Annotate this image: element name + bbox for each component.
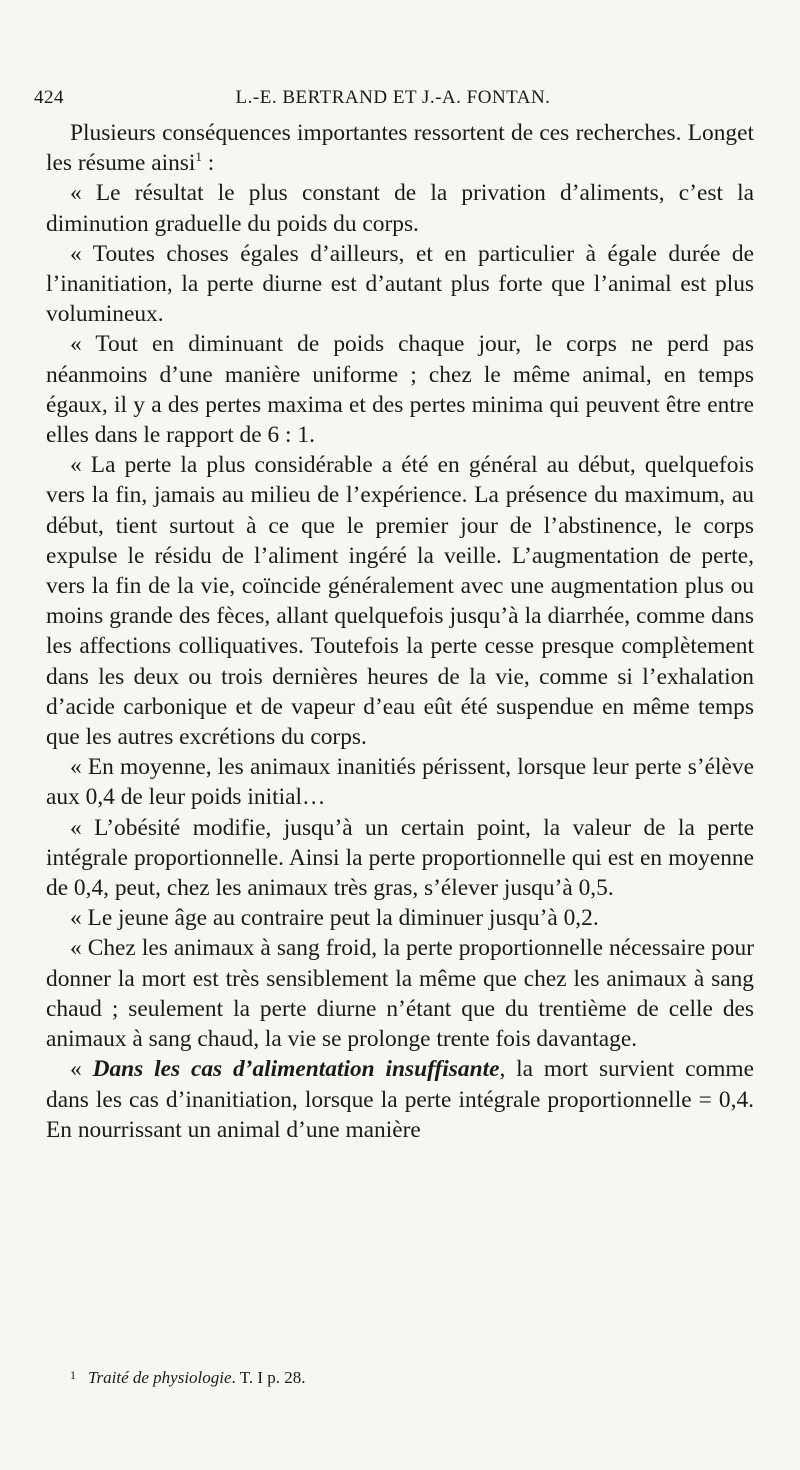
italic-phrase: Dans les cas d’alimentation insuffisante — [92, 1056, 500, 1083]
page-header — [34, 87, 752, 115]
paragraph-7: « L’obésité modifie, jusqu’à un certain point, la valeur de la perte intégrale proportionnelle. Ainsi la perte proportionnelle qui est en moyenne de 0,4, peut, chez les animaux très gras, s’élever jusqu’à 0,5. — [46, 814, 754, 902]
footnote-title: Traité de physiologie — [88, 1368, 232, 1387]
paragraph-1: Plusieurs conséquences importantes ressortent de ces recherches. Longet les résume ainsi$^1$ : — [46, 120, 754, 177]
paragraph-3: « Toutes choses égales d’ailleurs, et en particulier à égale durée de l’inanitiation, la perte diurne est d’autant plus forte que l’animal est plus volumineux. — [46, 240, 754, 328]
paragraph-5: « La perte la plus considérable a été en général au début, quelquefois vers la fin, jamais au milieu de l’expérience. La présence du maximum, au début, tient surtout à ce que le premier jour de l’abstinence, le corps expulse le résidu de l’aliment ingéré la veille. L’augmentation de perte, vers la fin de la vie, coïncide généralement avec une augmentation plus ou moins grande des fèces, allant quelquefois jusqu’à la diarrhée, comme dans les affections colliquatives. Toutefois la perte cesse presque complètement dans les deux ou trois dernières heures de la vie, comme si l’exhalation d’acide carbonique et de vapeur d’eau eût été suspendue en même temps que les autres excrétions du corps. — [46, 452, 754, 751]
page-number: 424 — [34, 87, 64, 108]
paragraph-10: « Dans les cas d’alimentation insuffisante, la mort survient comme dans les cas d’inanitiation, lorsque la perte intégrale proportionnelle = 0,4. En nourrissant un animal d’une manière — [46, 1056, 754, 1143]
footnote-reference[interactable]: 1 — [195, 149, 202, 165]
footnote-mark: 1 — [70, 1368, 76, 1382]
footnote — [70, 1368, 306, 1388]
body-text — [46, 118, 754, 1145]
paragraph-4: « Tout en diminuant de poids chaque jour, le corps ne perd pas néanmoins d’une manière uniforme ; chez le même animal, en temps égaux, il y a des pertes maxima et des pertes minima qui peuvent être entre elles dans le rapport de 6 : 1. — [46, 331, 754, 449]
paragraph-8: « Le jeune âge au contraire peut la diminuer jusqu’à 0,2. — [70, 905, 599, 932]
running-title: L.-E. BERTRAND ET J.-A. FONTAN. — [235, 87, 551, 108]
paragraph-6: « En moyenne, les animaux inanitiés périssent, lorsque leur perte s’élève aux 0,4 de leur poids initial… — [46, 754, 754, 811]
paragraph-2: « Le résultat le plus constant de la privation d’aliments, c’est la diminution graduelle du poids du corps. — [46, 180, 754, 237]
paragraph-9: « Chez les animaux à sang froid, la perte proportionnelle nécessaire pour donner la mort est très sensiblement la même que chez les animaux à sang chaud ; seulement la perte diurne n’étant que du trentième de celle des animaux à sang chaud, la vie se prolonge trente fois davantage. — [46, 935, 754, 1053]
footnote-rest: . T. I p. 28. — [231, 1368, 306, 1387]
